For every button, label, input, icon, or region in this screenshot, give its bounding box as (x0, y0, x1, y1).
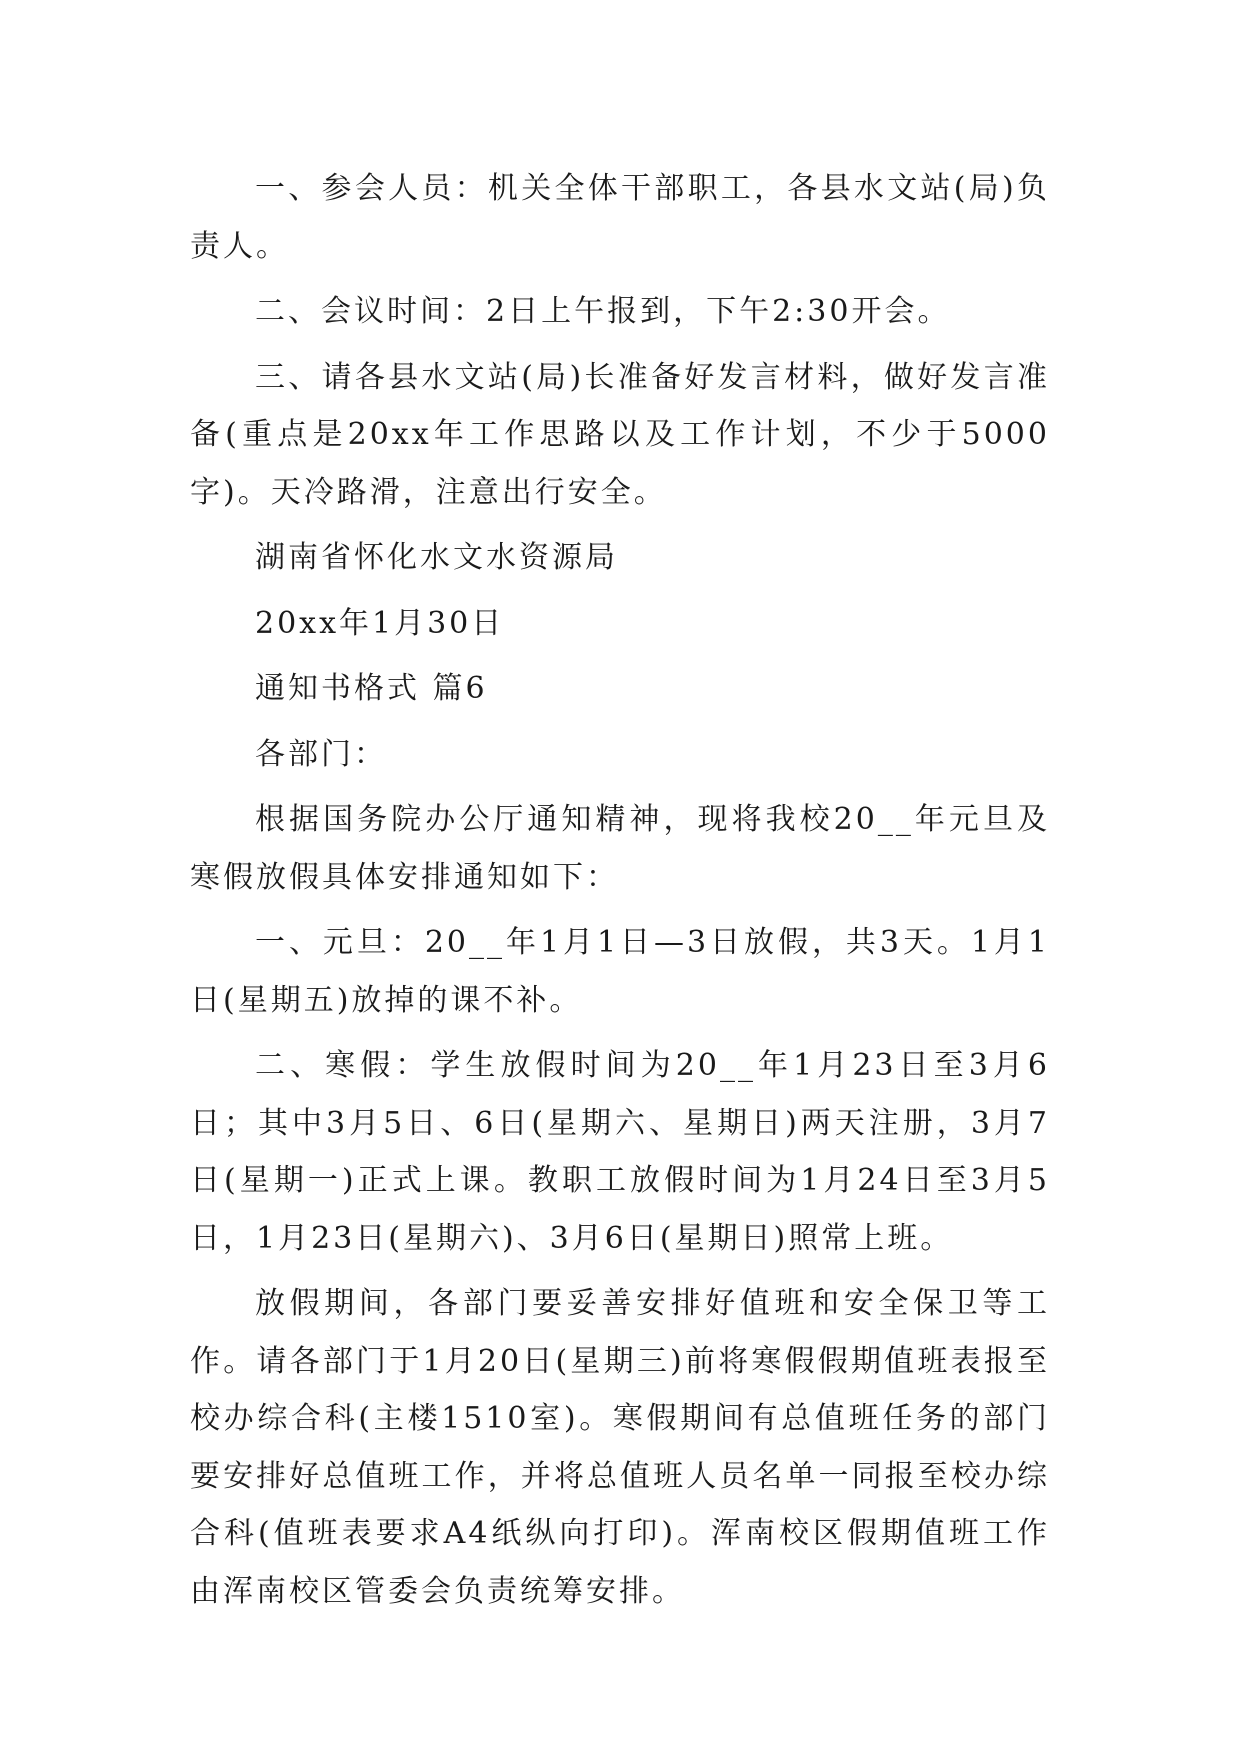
paragraph-winter-break: 二、寒假：学生放假时间为20__年1月23日至3月6日；其中3月5日、6日(星期六、星期日)两天注册，3月7日(星期一)正式上课。教职工放假时间为1月24日至3月5日，1月23日(星期六)、3月6日(星期日)照常上班。 (190, 1048, 1050, 1256)
paragraph-new-year: 一、元旦：20__年1月1日—3日放假，共3天。1月1日(星期五)放掉的课不补。 (190, 925, 1050, 1018)
issuer-name: 湖南省怀化水文水资源局 (255, 540, 618, 575)
paragraph-meeting-time: 二、会议时间：2日上午报到，下午2:30开会。 (255, 294, 951, 329)
issue-date: 20xx年1月30日 (255, 605, 505, 641)
document-body (190, 160, 1050, 1628)
salutation: 各部门： (255, 736, 387, 772)
paragraph-intro: 根据国务院办公厅通知精神，现将我校20__年元旦及寒假放假具体安排通知如下： (190, 802, 1050, 895)
section-heading: 通知书格式 篇6 (255, 671, 488, 706)
paragraph-speech-materials: 三、请各县水文站(局)长准备好发言材料，做好发言准备(重点是20xx年工作思路以及工作计划，不少于5000字)。天冷路滑，注意出行安全。 (190, 359, 1050, 510)
paragraph-duty-arrangement: 放假期间，各部门要妥善安排好值班和安全保卫等工作。请各部门于1月20日(星期三)前将寒假假期值班表报至校办综合科(主楼1510室)。寒假期间有总值班任务的部门要安排好总值班工作，并将总值班人员名单一同报至校办综合科(值班表要求A4纸纵向打印)。浑南校区假期值班工作由浑南校区管委会负责统筹安排。 (190, 1286, 1050, 1609)
paragraph-attendees: 一、参会人员：机关全体干部职工，各县水文站(局)负责人。 (190, 171, 1050, 264)
